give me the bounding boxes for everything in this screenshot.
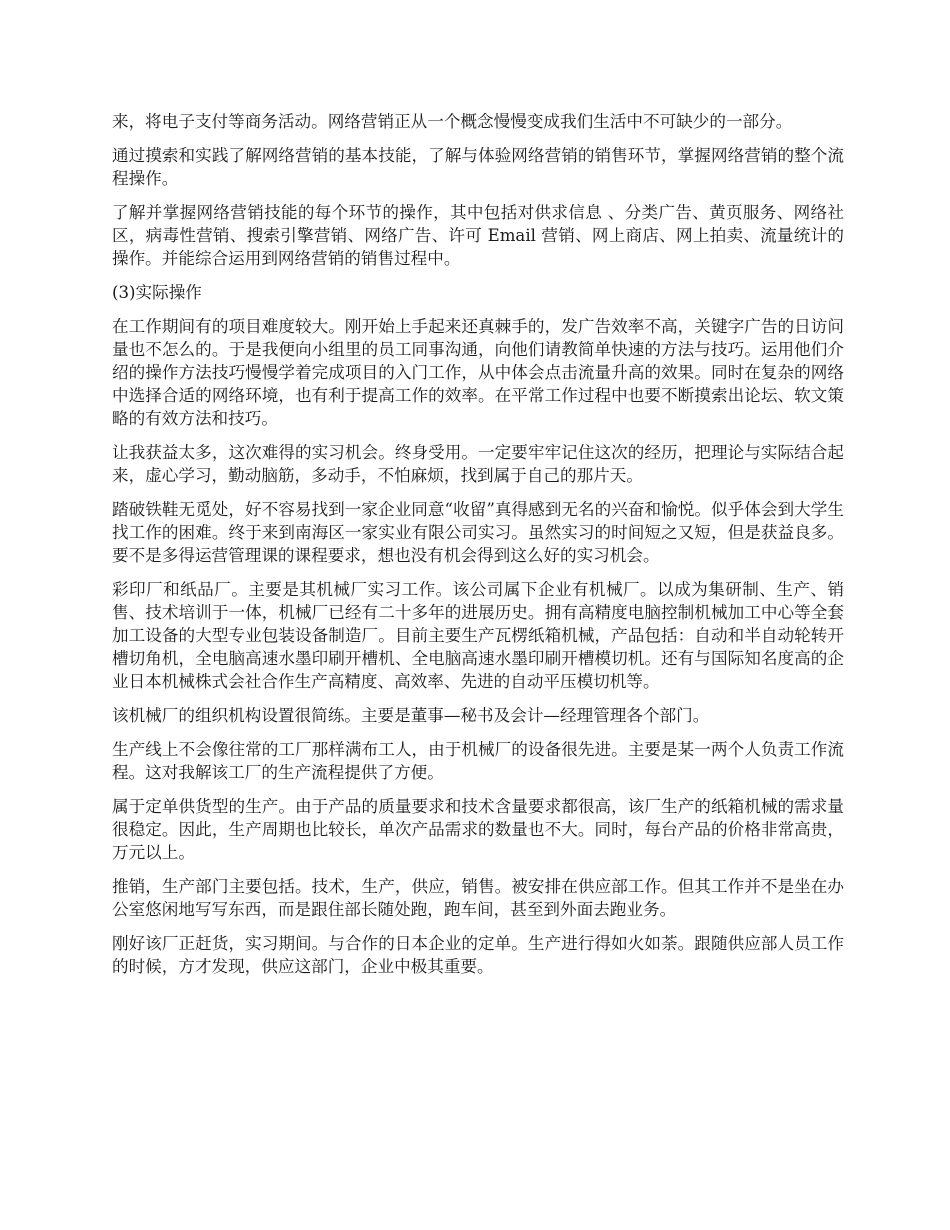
paragraph: 踏破铁鞋无觅处，好不容易找到一家企业同意“收留”真得感到无名的兴奋和愉悦。似乎体会到大学生找工作的困难。终于来到南海区一家实业有限公司实习。虽然实习的时间短之又短，但是获益良多。要不是多得运营管理课的课程要求，想也没有机会得到这么好的实习机会。 [112,500,844,565]
paragraph: 该机械厂的组织机构设置很简练。主要是董事—秘书及会计—经理管理各个部门。 [112,706,710,725]
section-heading: (3)实际操作 [112,283,202,302]
paragraph: 彩印厂和纸品厂。主要是其机械厂实习工作。该公司属下企业有机械厂。以成为集研制、生产、销售、技术培训于一体，机械厂已经有二十多年的进展历史。拥有高精度电脑控制机械加工中心等全套加工设备的大型专业包装设备制造厂。目前主要生产瓦楞纸箱机械，产品包括：自动和半自动轮转开槽切角机，全电脑高速水墨印刷开槽机、全电脑高速水墨印刷开槽模切机。还有与国际知名度高的企业日本机械株式会社合作生产高精度、高效率、先进的自动平压模切机等。 [112,580,844,691]
document-body [112,110,844,989]
paragraph: 刚好该厂正赶货，实习期间。与合作的日本企业的定单。生产进行得如火如荼。跟随供应部人员工作的时候，方才发现，供应这部门，企业中极其重要。 [112,934,844,976]
paragraph: 了解并掌握网络营销技能的每个环节的操作，其中包括对供求信息 、分类广告、黄页服务、网络社区，病毒性营销、搜索引擎营销、网络广告、许可 Email 营销、网上商店、网上拍卖、流量统计的操作。并能综合运用到网络营销的销售过程中。 [112,203,844,268]
paragraph: 通过摸索和实践了解网络营销的基本技能，了解与体验网络营销的销售环节，掌握网络营销的整个流程操作。 [112,146,844,188]
paragraph: 推销，生产部门主要包括。技术，生产，供应，销售。被安排在供应部工作。但其工作并不是坐在办公室悠闲地写写东西，而是跟住部长随处跑，跑车间，甚至到外面去跑业务。 [112,877,844,919]
paragraph: 属于定单供货型的生产。由于产品的质量要求和技术含量要求都很高，该厂生产的纸箱机械的需求量很稳定。因此，生产周期也比较长，单次产品需求的数量也不大。同时，每台产品的价格非常高贵，万元以上。 [112,797,844,862]
paragraph: 来，将电子支付等商务活动。网络营销正从一个概念慢慢变成我们生活中不可缺少的一部分。 [112,112,793,131]
paragraph: 让我获益太多，这次难得的实习机会。终身受用。一定要牢牢记住这次的经历，把理论与实际结合起来，虚心学习，勤动脑筋，多动手，不怕麻烦，找到属于自己的那片天。 [112,443,844,485]
paragraph: 在工作期间有的项目难度较大。刚开始上手起来还真棘手的，发广告效率不高，关键字广告的日访问量也不怎么的。于是我便向小组里的员工同事沟通，向他们请教简单快速的方法与技巧。运用他们介绍的操作方法技巧慢慢学着完成项目的入门工作，从中体会点击流量升高的效果。同时在复杂的网络中选择合适的网络环境，也有利于提高工作的效率。在平常工作过程中也要不断摸索出论坛、软文策略的有效方法和技巧。 [112,317,844,428]
paragraph: 生产线上不会像往常的工厂那样满布工人，由于机械厂的设备很先进。主要是某一两个人负责工作流程。这对我解该工厂的生产流程提供了方便。 [112,740,844,782]
